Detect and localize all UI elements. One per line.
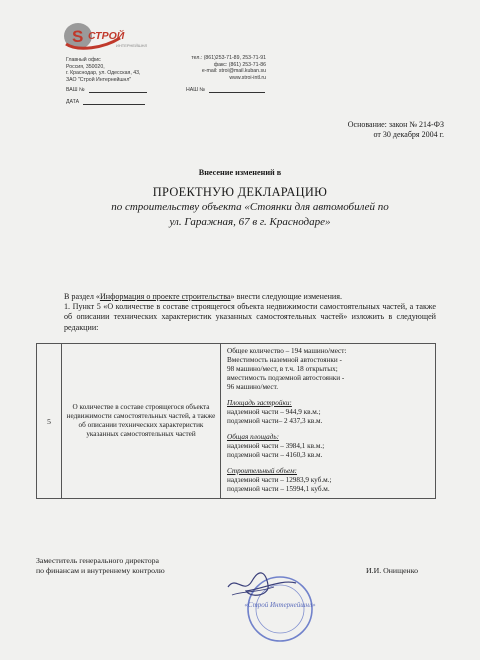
above-ground-capacity-detail: 98 машино/мест, в т.ч. 18 открытых; (227, 365, 338, 373)
your-ref-label: ВАШ № (66, 87, 85, 93)
date-field (66, 98, 145, 105)
intro-paragraph-1: В раздел «Информация о проекте строительства» внести следующие изменения. (64, 292, 342, 301)
above-ground-capacity: Вместимость наземной автостоянки - (227, 356, 342, 364)
total-area-line: подземной части – 4160,3 кв.м. (227, 451, 323, 459)
date-label: ДАТА (66, 99, 80, 105)
org-line: Главный офис (66, 57, 101, 63)
building-area-line: подземной части– 2 437,3 кв.м. (227, 417, 323, 425)
organization-address (66, 57, 140, 83)
signer-position-line-2: по финансам и внутреннему контролю (36, 566, 165, 575)
volume-line: подземной части – 15994,1 куб.м. (227, 485, 330, 493)
row-description: О количестве в составе строящегося объекта недвижимости самостоятельных частей, а также об описании технических характеристик указанных самостоятельных частей (62, 344, 221, 499)
row-number: 5 (37, 344, 62, 499)
section-link: Информация о проекте строительства (99, 292, 231, 301)
basis-line-1: Основание: закон № 214-ФЗ (347, 120, 444, 129)
logo-subtext: ИНТЕРНЕЙШНЛ (116, 43, 148, 48)
row-content (221, 344, 436, 499)
company-logo (58, 18, 168, 60)
total-count: Общее количество – 194 машино/мест: (227, 347, 347, 355)
total-area-line: надземной части – 3984,1 кв.м.; (227, 442, 325, 450)
underground-capacity-detail: 96 машино/мест. (227, 383, 278, 391)
table-row (37, 344, 436, 499)
volume-title: Строительный объем: (227, 467, 297, 475)
subtitle-line-1: по строительству объекта «Стоянки для автомобилей по (111, 201, 389, 213)
signer-name: И.И. Онищенко (366, 566, 419, 575)
contact-line: тел.: (861)253-71-89, 253-71-91 (191, 55, 266, 61)
intro-paragraph-2: 1. Пункт 5 «О количестве в составе строящегося объекта недвижимости самостоятельных частей, а также об описании технических характеристик указанных самостоятельных частей» изложить в следующей редакции: (64, 302, 436, 332)
logo-text: СТРОЙ (88, 30, 125, 42)
contact-line: www.stroi-intl.ru (229, 74, 266, 81)
org-line: ЗАО "Строй Интернейшнл" (66, 76, 132, 83)
svg-text:S: S (72, 27, 84, 46)
handwritten-signature (228, 573, 296, 595)
our-ref-label: НАШ № (186, 87, 205, 93)
building-area-line: надземной части – 944,9 кв.м.; (227, 408, 321, 416)
intro-text (64, 292, 436, 333)
subtitle-line-2: ул. Гаражная, 67 в г. Краснодаре» (169, 216, 331, 228)
company-stamp (222, 565, 322, 645)
document-heading: Внесение изменений в (198, 168, 282, 177)
contact-line: e-mail: stroi@mail.kuban.su (201, 68, 266, 75)
signer-position-line-1: Заместитель генерального директора (36, 556, 159, 565)
organization-contacts (178, 55, 266, 81)
org-line: г. Краснодар, ул. Одесская, 43, (66, 70, 141, 77)
our-ref-field (186, 86, 265, 93)
org-line: Россия, 350020, (66, 63, 105, 70)
total-area-title: Общая площадь: (227, 433, 280, 441)
basis-line-2: от 30 декабря 2004 г. (373, 130, 444, 139)
your-ref-field (66, 86, 147, 93)
signer-position (36, 556, 165, 576)
changes-table (36, 343, 436, 499)
contact-line: факс: (861) 253-71-86 (213, 61, 266, 68)
document-title: ПРОЕКТНУЮ ДЕКЛАРАЦИЮ (152, 185, 328, 199)
building-area-title: Площадь застройки: (227, 399, 292, 407)
volume-line: надземной части – 12983,9 куб.м.; (227, 476, 332, 484)
document-subtitle (60, 200, 440, 230)
underground-capacity: вместимость подземной автостоянки - (227, 374, 345, 382)
legal-basis (348, 120, 444, 140)
stamp-text: «Строй Интернейшнл» (244, 601, 316, 609)
